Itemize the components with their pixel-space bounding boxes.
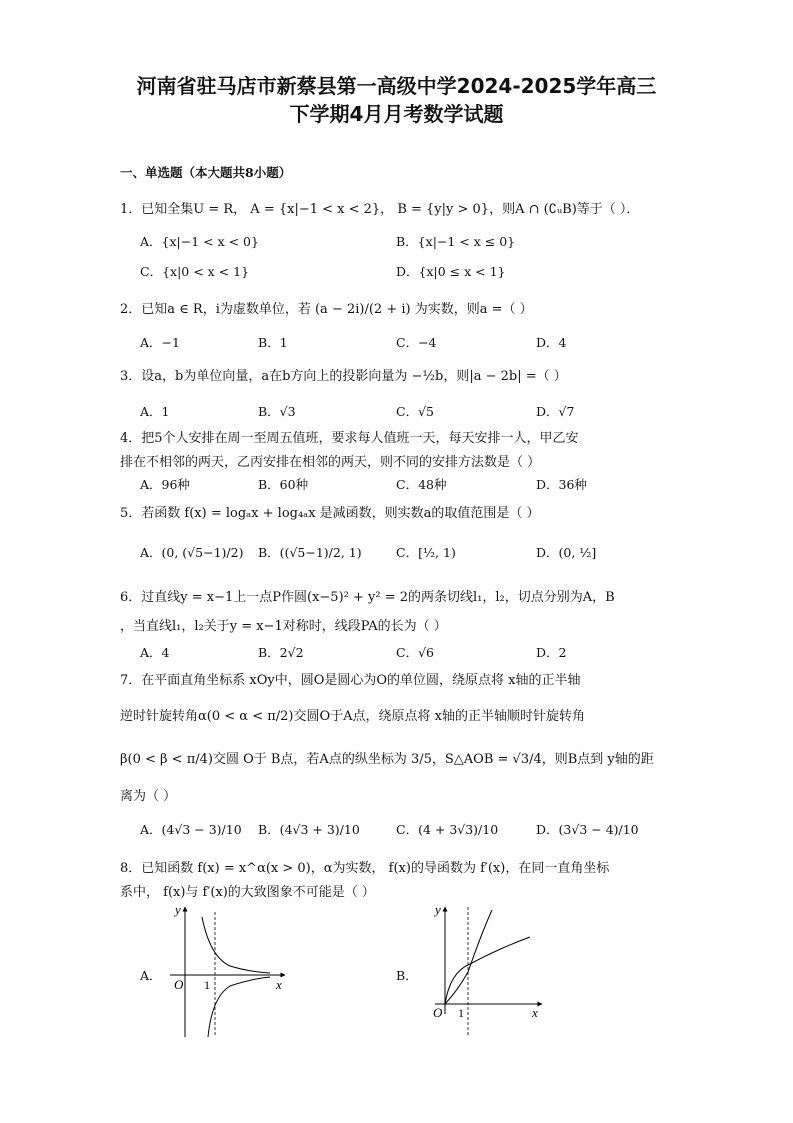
q6-option-c: C．√6 (396, 645, 434, 660)
q5-option-a: A．(0, (√5−1)/2) (140, 545, 244, 560)
q2-option-b: B．1 (258, 335, 288, 350)
q5-option-c: C．[½, 1) (396, 545, 456, 560)
question-7-line-1: 7．在平面直角坐标系 xOy中，圆O是圆心为O的单位圆，绕原点将 x轴的正半轴 (120, 673, 581, 688)
question-7-line-2: 逆时针旋转角α(0 < α < π/2)交圆O于A点，绕原点将 x轴的正半轴顺时针旋转角 (120, 709, 585, 724)
graph-a-upper-curve (202, 917, 270, 973)
graph-b-one: 1 (458, 1006, 464, 1020)
q7-option-b: B．(4√3 + 3)/10 (258, 822, 360, 837)
graph-a-y-label: y (175, 902, 181, 917)
question-7-line-4: 离为（ ） (120, 789, 177, 804)
q8-option-b: B． (396, 968, 418, 983)
graph-option-b (420, 902, 560, 1042)
question-1: 1．已知全集U = R， A = {x|−1 < x < 2}， B = {y|y > 0}，则A ∩ (∁ᵤB)等于（ ）． (120, 202, 640, 217)
q1-option-c: C．{x|0 < x < 1} (140, 264, 250, 279)
question-2: 2．已知a ∈ R，i为虚数单位，若 (a − 2i)/(2 + i) 为实数，则a =（ ） (120, 302, 533, 317)
question-8-line-2: 系中， f(x)与 f′(x)的大致图象不可能是（ ） (120, 885, 375, 900)
q4-option-d: D．36种 (536, 477, 587, 492)
section-heading: 一、单选题（本大题共8小题） (120, 165, 292, 180)
q1-option-a: A．{x|−1 < x < 0} (140, 234, 259, 249)
q3-option-b: B．√3 (258, 404, 296, 419)
q2-option-a: A．−1 (140, 335, 180, 350)
question-4-line-1: 4．把5个人安排在周一至周五值班，要求每人值班一天，每天安排一人，甲乙安 (120, 431, 579, 446)
q6-option-b: B．2√2 (258, 645, 304, 660)
graph-b-curve-2 (445, 937, 530, 1004)
q8-option-a: A． (140, 968, 162, 983)
title-line-2: 下学期4月月考数学试题 (289, 102, 504, 126)
q4-option-c: C．48种 (396, 477, 447, 492)
question-7-line-3: β(0 < β < π/4)交圆 O于 B点，若A点的纵坐标为 3/5，S△AOB = √3/4，则B点到 y轴的距 (120, 752, 654, 767)
graph-a-lower-curve (208, 977, 270, 1037)
q1-option-d: D．{x|0 ≤ x < 1} (396, 264, 506, 279)
q7-option-d: D．(3√3 − 4)/10 (536, 822, 639, 837)
q6-option-d: D．2 (536, 645, 567, 660)
q5-option-d: D．(0, ½] (536, 545, 597, 560)
q4-option-b: B．60种 (258, 477, 309, 492)
graph-option-a (160, 902, 300, 1042)
q4-option-a: A．96种 (140, 477, 190, 492)
q1-option-b: B．{x|−1 < x ≤ 0} (396, 234, 516, 249)
q5-option-b: B．((√5−1)/2, 1) (258, 545, 362, 560)
title-line-1: 河南省驻马店市新蔡县第一高级中学2024-2025学年高三 (136, 74, 657, 98)
graph-a-origin: O (174, 977, 184, 992)
q7-option-a: A．(4√3 − 3)/10 (140, 822, 242, 837)
q3-option-c: C．√5 (396, 404, 434, 419)
q2-option-c: C．−4 (396, 335, 437, 350)
question-8-line-1: 8．已知函数 f(x) = x^α(x > 0)，α为实数， f(x)的导函数为 f′(x)，在同一直角坐标 (120, 861, 610, 876)
graph-b-y-label: y (435, 902, 441, 917)
q3-option-d: D．√7 (536, 404, 575, 419)
q3-option-a: A．1 (140, 404, 170, 419)
q7-option-c: C．(4 + 3√3)/10 (396, 822, 499, 837)
q6-option-a: A．4 (140, 645, 170, 660)
question-5: 5．若函数 f(x) = logₐx + log₄ₐx 是减函数，则实数a的取值范围是（ ） (120, 506, 540, 521)
graph-b-curve-1 (445, 910, 492, 1004)
graph-a-one: 1 (204, 978, 210, 992)
question-4-line-2: 排在不相邻的两天，乙丙安排在相邻的两天，则不同的安排方法数是（ ） (120, 455, 541, 470)
graph-b-x-label: x (532, 1005, 538, 1020)
question-6-line-2: ，当直线l₁，l₂关于y = x−1对称时，线段PA的长为（ ） (120, 619, 447, 634)
question-3: 3．设a，b为单位向量，a在b方向上的投影向量为 −½b，则|a − 2b| =（ ） (120, 369, 567, 384)
question-6-line-1: 6．过直线y = x−1上一点P作圆(x−5)² + y² = 2的两条切线l₁，l₂，切点分别为A，B (120, 590, 615, 605)
graph-a-x-label: x (276, 977, 282, 992)
q2-option-d: D．4 (536, 335, 567, 350)
graph-b-origin: O (433, 1005, 443, 1020)
